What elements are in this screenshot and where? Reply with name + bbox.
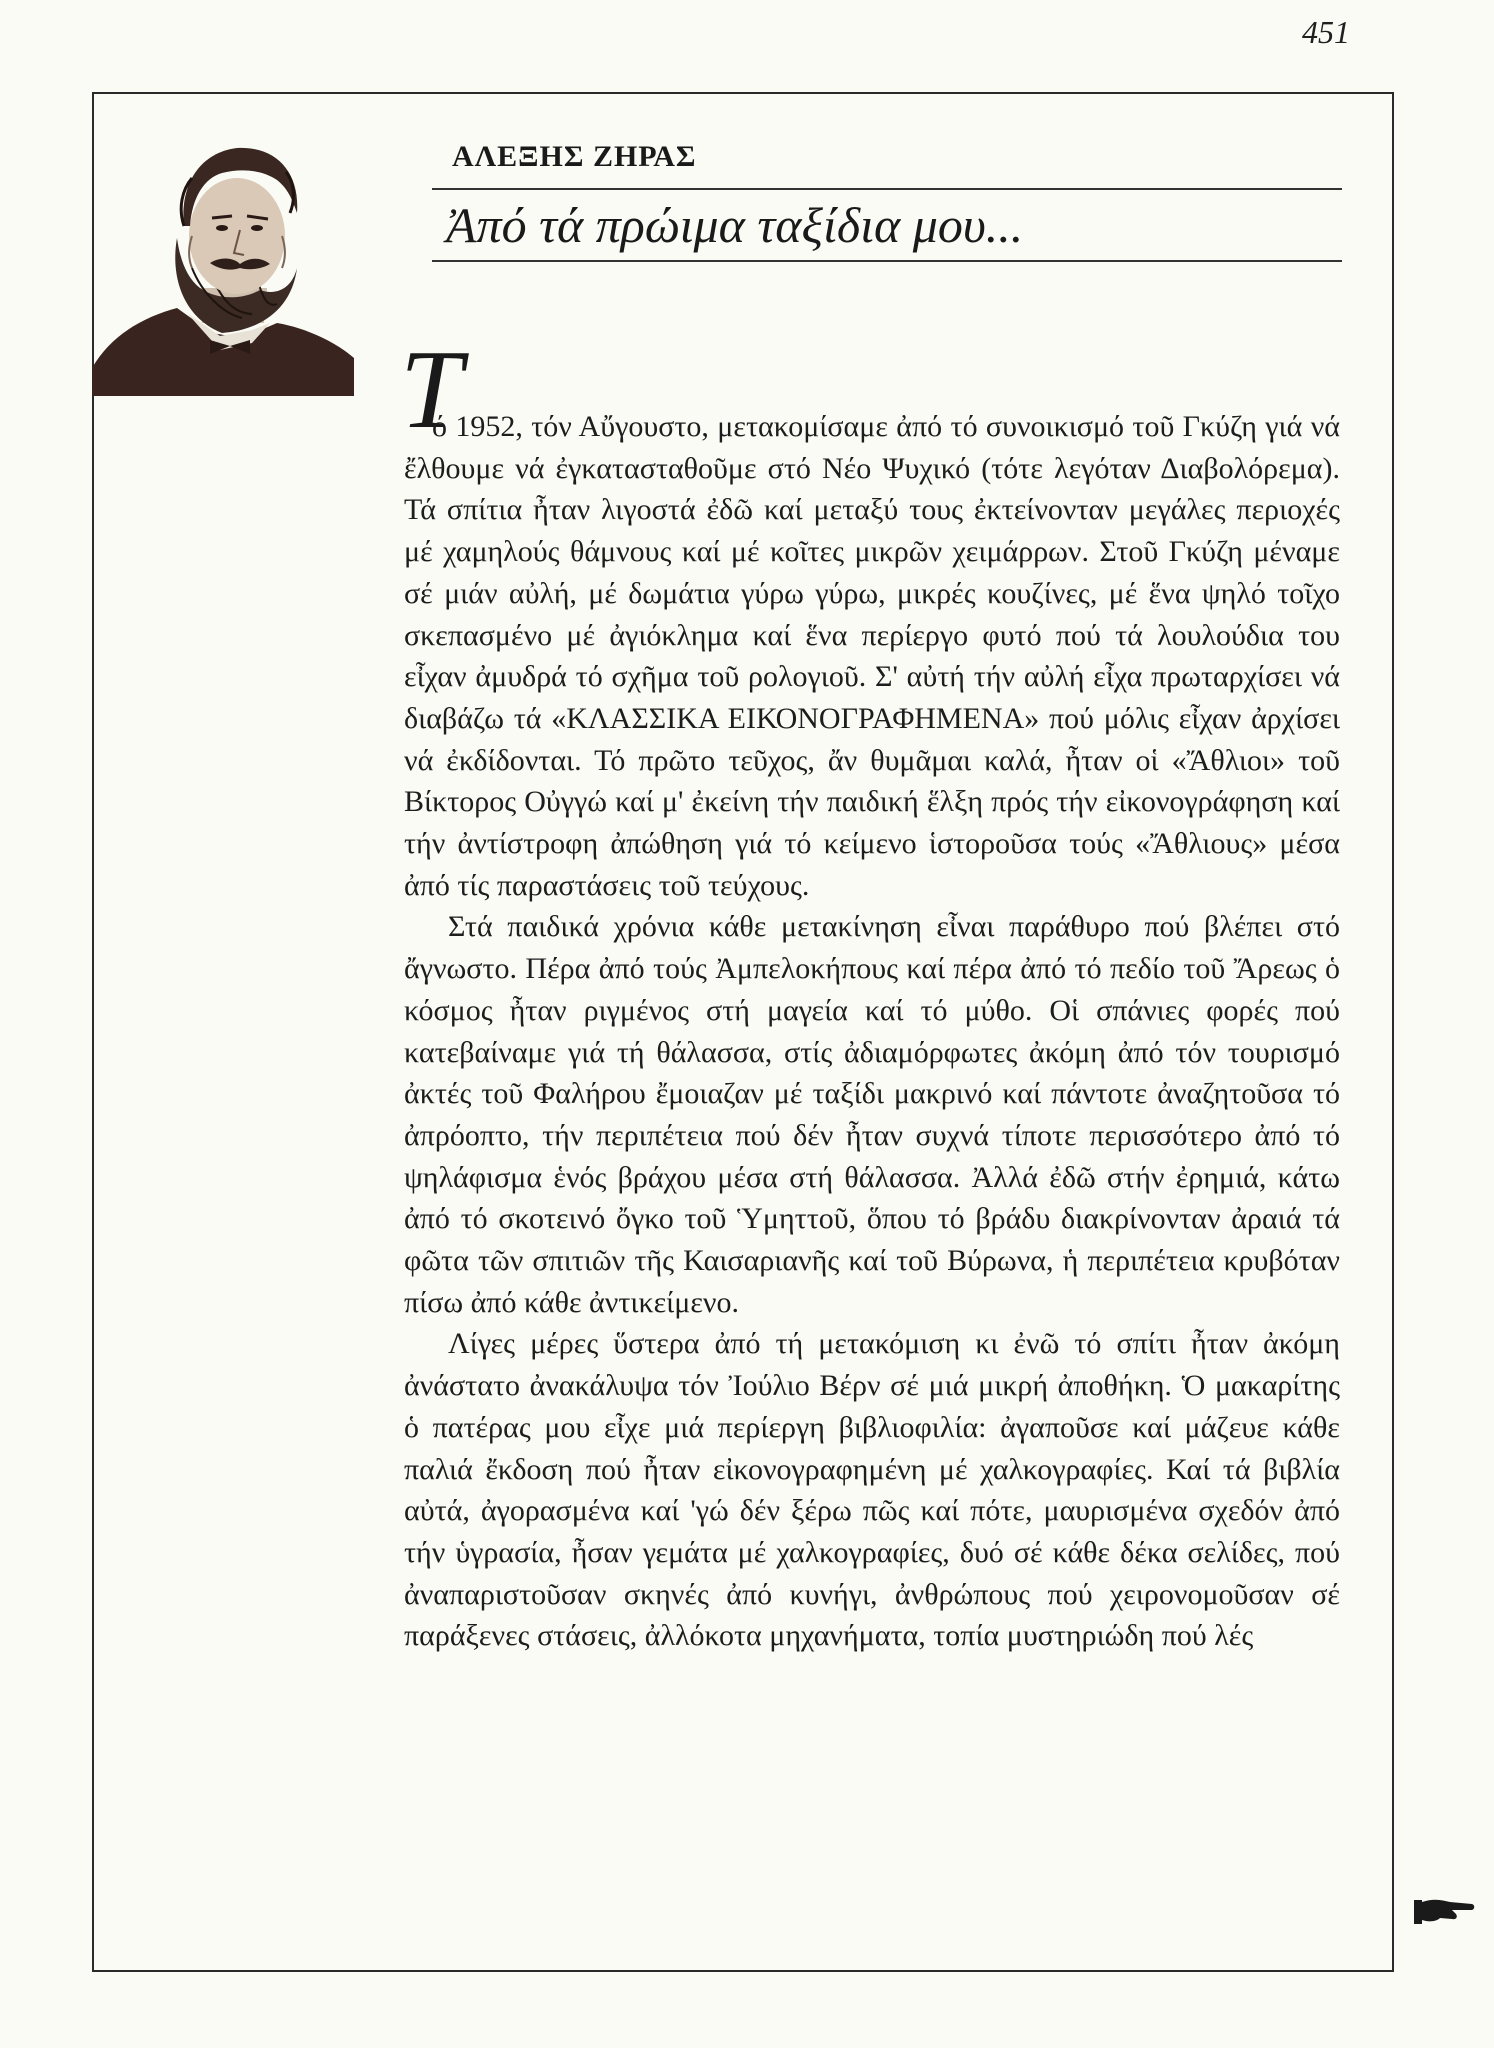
article-body xyxy=(404,406,1340,1657)
paragraph-3 xyxy=(404,1323,1340,1657)
paragraph-2 xyxy=(404,906,1340,1323)
author-name: ΑΛΕΞΗΣ ΖΗΡΑΣ xyxy=(452,140,697,173)
author-portrait xyxy=(92,118,354,396)
pointing-hand-icon xyxy=(1412,1890,1476,1928)
page-number: 451 xyxy=(1302,14,1350,50)
header-rule-top xyxy=(432,188,1342,190)
paragraph-1 xyxy=(404,406,1340,906)
paragraph-2-text: Στά παιδικά χρόνια κάθε μετακίνηση εἶναι παράθυρο πού βλέπει στό ἄγνωστο. Πέρα ἀπό τούς Ἀμπελοκήπους καί πέρα ἀπό τό πεδίο τοῦ Ἄρεως ὁ κόσμος ἦταν ριγμένος στή μαγεία καί τό μύθο. Οἱ σπάνιες φορές πού κατεβαίναμε γιά τή θάλασσα, στίς ἀδιαμόρφωτες ἀκόμη ἀπό τόν τουρισμό ἀκτές τοῦ Φαλήρου ἔμοιαζαν μέ ταξίδι μακρινό καί πάντοτε ἀναζητοῦσα τό ἀπρόοπτο, τήν περιπέτεια πού δέν ἦταν συχνά τίποτε περισσότερο ἀπό τό ψηλάφισμα ἑνός βράχου μέσα στή θάλασσα. Ἀλλά ἐδῶ στήν ἐρημιά, κάτω ἀπό τό σκοτεινό ὄγκο τοῦ Ὑμηττοῦ, ὅπου τό βράδυ διακρίνονταν ἀραιά τά φῶτα τῶν σπιτιῶν τῆς Καισαριανῆς καί τοῦ Βύρωνα, ἡ περιπέτεια κρυβόταν πίσω ἀπό κάθε ἀντικείμενο. xyxy=(404,910,1340,1319)
drop-cap: Τ xyxy=(400,328,463,452)
article-title: Ἀπό τά πρώιμα ταξίδια μου... xyxy=(446,197,1024,253)
paragraph-3-text: Λίγες μέρες ὕστερα ἀπό τή μετακόμιση κι ἐνῶ τό σπίτι ἦταν ἀκόμη ἀνάστατο ἀνακάλυψα τόν Ἰούλιο Βέρν σέ μιά μικρή ἀποθήκη. Ὁ μακαρίτης ὁ πατέρας μου εἶχε μιά περίεργη βιβλιοφιλία: ἀγαποῦσε καί μάζευε κάθε παλιά ἔκδοση πού ἦταν εἰκονογραφημένη μέ χαλκογραφίες. Καί τά βιβλία αὐτά, ἀγορασμένα καί 'γώ δέν ξέρω πῶς καί πότε, μαυρισμένα σχεδόν ἀπό τήν ὑγρασία, ἦσαν γεμάτα μέ χαλκογραφίες, δυό σέ κάθε δέκα σελίδες, πού ἀναπαριστοῦσαν σκηνές ἀπό κυνήγι, ἀνθρώπους πού χειρονομοῦσαν σέ παράξενες στάσεις, ἀλλόκοτα μηχανήματα, τοπία μυστηριώδη πού λές xyxy=(404,1327,1340,1653)
paragraph-1-text: ό 1952, τόν Αὔγουστο, μετακομίσαμε ἀπό τό συνοικισμό τοῦ Γκύζη γιά νά ἔλθουμε νά ἐγκατασταθοῦμε στό Νέο Ψυχικό (τότε λεγόταν Διαβολόρεμα). Τά σπίτια ἦταν λιγοστά ἐδῶ καί μεταξύ τους ἐκτείνονταν μεγάλες περιοχές μέ χαμηλούς θάμνους καί μέ κοῖτες μικρῶν χειμάρρων. Στοῦ Γκύζη μέναμε σέ μιάν αὐλή, μέ δωμάτια γύρω γύρω, μικρές κουζίνες, μέ ἕνα ψηλό τοῖχο σκεπασμένο μέ ἀγιόκλημα καί ἕνα περίεργο φυτό πού τά λουλούδια του εἶχαν ἀμυδρά τό σχῆμα τοῦ ρολογιοῦ. Σ' αὐτή τήν αὐλή εἶχα πρωταρχίσει νά διαβάζω τά «ΚΛΑΣΣΙΚΑ ΕΙΚΟΝΟΓΡΑΦΗΜΕΝΑ» πού μόλις εἶχαν ἀρχίσει νά ἐκδίδονται. Τό πρῶτο τεῦχος, ἄν θυμᾶμαι καλά, ἦταν οἱ «Ἄθλιοι» τοῦ Βίκτορος Οὐγγώ καί μ' ἐκείνη τήν παιδική ἕλξη πρός τήν εἰκονογράφηση καί τήν ἀντίστροφη ἀπώθηση γιά τό κείμενο ἱστοροῦσα τούς «Ἄθλιους» μέσα ἀπό τίς παραστάσεις τοῦ τεύχους. xyxy=(404,410,1340,902)
header-rule-bottom xyxy=(432,260,1342,262)
portrait-engraving-icon xyxy=(92,118,354,396)
